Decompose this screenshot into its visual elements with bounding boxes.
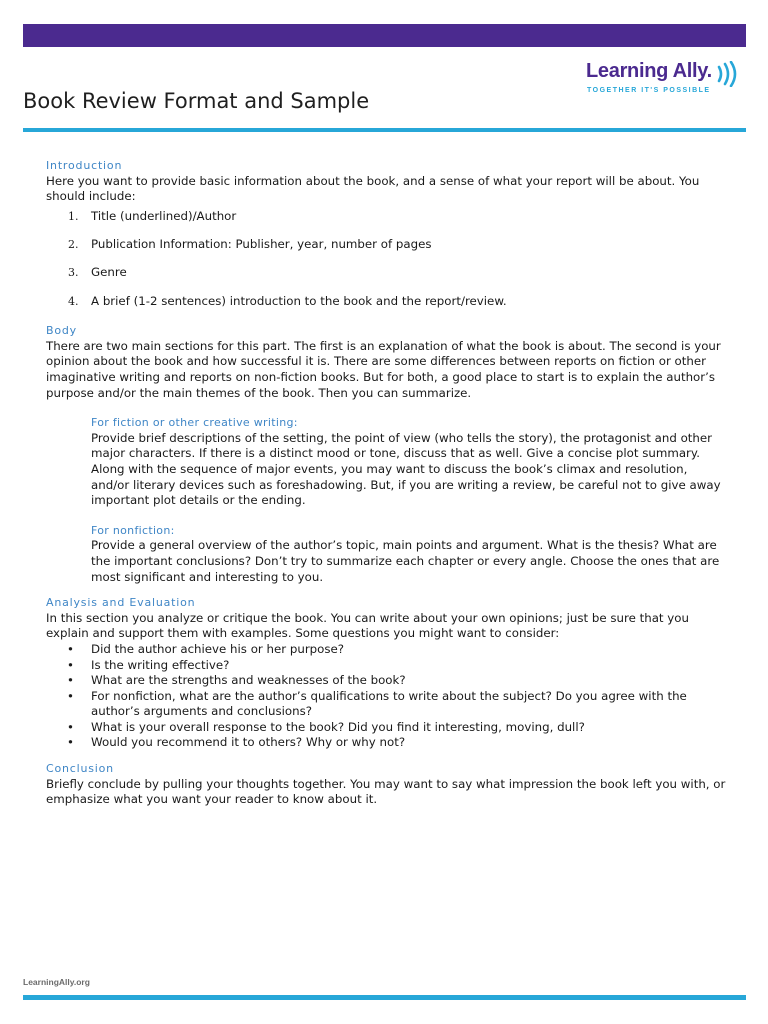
list-item-text: Title (underlined)/Author	[91, 208, 237, 223]
list-item-text: For nonfiction, what are the author’s qualifications to write about the subject? Do you agree with the author’s arguments and conclusions?	[91, 688, 687, 719]
list-item	[46, 294, 728, 310]
nonfiction-section	[91, 523, 728, 585]
fiction-section	[91, 415, 728, 509]
bullet-icon: •	[67, 657, 74, 672]
learning-ally-logo	[586, 60, 746, 100]
bullet-icon: •	[67, 735, 74, 750]
header-color-bar	[23, 24, 746, 47]
list-item-text: Did the author achieve his or her purpose?	[91, 641, 345, 656]
list-item	[46, 209, 728, 225]
sound-wave-icon	[714, 61, 744, 87]
introduction-heading: Introduction	[46, 159, 123, 172]
analysis-questions	[46, 642, 728, 751]
list-item-text: Genre	[91, 265, 127, 280]
conclusion-heading: Conclusion	[46, 762, 114, 776]
nonfiction-heading: For nonfiction:	[91, 523, 175, 537]
list-number: 3.	[68, 266, 79, 280]
bullet-icon: •	[67, 719, 74, 734]
list-item-text: A brief (1-2 sentences) introduction to the book and the report/review.	[91, 293, 507, 308]
list-item-text: Is the writing effective?	[91, 657, 230, 672]
logo-tagline: TOGETHER IT'S POSSIBLE	[587, 87, 711, 94]
list-item	[46, 658, 728, 674]
list-item-text: What is your overall response to the book? Did you find it interesting, moving, dull?	[91, 719, 585, 734]
footer-website: LearningAlly.org	[23, 977, 90, 987]
list-item	[46, 642, 728, 658]
introduction-list	[46, 209, 728, 309]
document-body	[46, 158, 728, 808]
list-item	[46, 673, 728, 689]
list-number: 2.	[68, 238, 79, 252]
list-item	[46, 689, 728, 720]
list-item	[46, 265, 728, 281]
list-item	[46, 720, 728, 736]
analysis-heading: Analysis and Evaluation	[46, 596, 196, 610]
body-text: There are two main sections for this part. The first is an explanation of what the book is about. The second is your opinion about the book and how successful it is. There are some differences between reports on fiction or other imaginative writing and reports on non-fiction books. But for both, a good place to start is to explain the author’s purpose and/or the main themes of the book. Then you can summarize.	[46, 338, 721, 400]
logo-wordmark: Learning Ally.	[586, 60, 712, 82]
list-item-text: Publication Information: Publisher, year, number of pages	[91, 237, 432, 252]
conclusion-text: Briefly conclude by pulling your thoughts together. You may want to say what impression the book left you with, or emphasize what you want your reader to know about it.	[46, 776, 726, 807]
body-heading: Body	[46, 324, 77, 338]
bullet-icon: •	[67, 641, 74, 656]
list-item-text: Would you recommend it to others? Why or why not?	[91, 735, 406, 750]
footer-divider	[23, 995, 746, 1000]
fiction-heading: For fiction or other creative writing:	[91, 416, 298, 430]
title-divider	[23, 128, 746, 132]
nonfiction-text: Provide a general overview of the author’s topic, main points and argument. What is the thesis? What are the important conclusions? Don’t try to summarize each chapter or every angle. Choose the ones that are most significant and interesting to you.	[91, 538, 720, 584]
list-item	[46, 237, 728, 253]
analysis-text: In this section you analyze or critique the book. You can write about your own opinions; just be sure that you explain and support them with examples. Some questions you might want to consider:	[46, 610, 689, 641]
list-item-text: What are the strengths and weaknesses of the book?	[91, 673, 406, 688]
fiction-text: Provide brief descriptions of the setting, the point of view (who tells the story), the protagonist and other major characters. If there is a distinct mood or tone, discuss that as well. Give a concise plot summary. Along with the sequence of major events, you may want to discuss the book’s climax and resolution, and/or literary devices such as foreshadowing. But, if you are writing a review, be careful not to give away important plot details or the ending.	[91, 430, 721, 508]
list-number: 4.	[68, 294, 79, 308]
bullet-icon: •	[67, 688, 74, 703]
list-item	[46, 735, 728, 751]
introduction-text: Here you want to provide basic information about the book, and a sense of what your report will be about. You should include:	[46, 173, 700, 204]
bullet-icon: •	[67, 673, 74, 688]
list-number: 1.	[68, 209, 79, 223]
page-title: Book Review Format and Sample	[23, 89, 370, 113]
